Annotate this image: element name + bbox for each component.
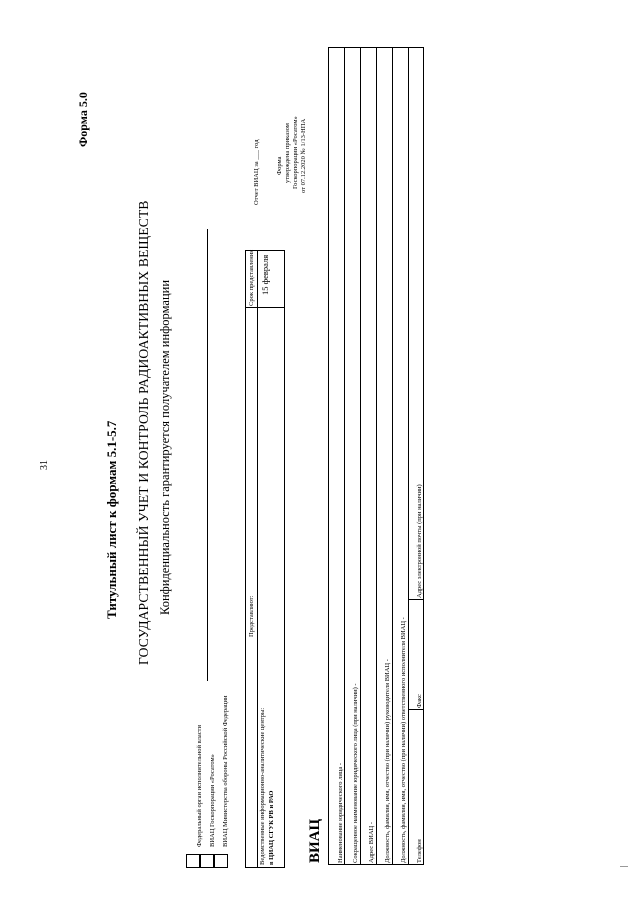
page-number: 31 <box>39 460 50 470</box>
scan-mark <box>620 866 628 867</box>
table-divider <box>408 599 424 600</box>
viac-field-phone: Телефон <box>416 839 423 863</box>
recipient-label: Федеральный орган исполнительной власти <box>196 725 203 847</box>
page-title: Титульный лист к формам 5.1-5.7 <box>104 420 119 619</box>
table-divider <box>408 47 409 865</box>
viac-field-executor: Должность, фамилия, имя, отчество (при наличии) ответственного исполнителя ВИАЦ - <box>400 617 407 863</box>
viac-field-email: Адрес электронной почты (при наличии) <box>416 484 423 598</box>
form-label: Форма 5.0 <box>76 92 90 147</box>
table-divider <box>245 307 285 308</box>
recipient-label: ВИАЦ Министерства обороны Российской Федерации <box>222 695 229 847</box>
approval-order: от 07.12.2020 № 1/13-НПА <box>300 118 307 193</box>
submitters-value: в ЦИАЦ СГУК РВ и РАО <box>268 790 275 865</box>
report-period-line: Отчет ВИАЦ за ___ год <box>253 139 260 205</box>
table-divider <box>360 47 361 865</box>
approval-form-word: Форма <box>276 156 283 175</box>
viac-field-address: Адрес ВИАЦ - <box>368 821 375 863</box>
viac-field-head: Должность, фамилия, имя, отчество (при наличии) руководителя ВИАЦ - <box>384 659 391 863</box>
viac-field-name: Наименование юридического лица - <box>337 762 344 863</box>
approval-text: утверждена приказом <box>284 123 291 183</box>
deadline-value: 15 февраля <box>260 254 270 295</box>
table-divider <box>408 709 424 710</box>
viac-field-short-name: Сокращенное наименование юридического лица (при наличии) - <box>352 683 359 863</box>
viac-heading: ВИАЦ <box>307 818 323 863</box>
subtitle: ГОСУДАРСТВЕННЫЙ УЧЕТ И КОНТРОЛЬ РАДИОАКТИВНЫХ ВЕЩЕСТВ <box>136 200 151 665</box>
recipient-label: ВИАЦ Госкорпорации «Росатом» <box>209 754 216 847</box>
approval-org: Госкорпорации «Росатом» <box>292 116 299 189</box>
table-divider <box>392 47 393 865</box>
recipient-checkbox[interactable] <box>200 854 214 868</box>
submitters-label: Ведомственные информационно-аналитические центры: <box>259 707 266 865</box>
col-header-submitters: Представляют: <box>248 595 255 637</box>
viac-field-fax: Факс <box>416 694 423 708</box>
table-divider <box>344 47 345 865</box>
recipient-checkbox[interactable] <box>186 854 200 868</box>
separator-line <box>207 229 208 681</box>
table-divider <box>376 47 377 865</box>
recipient-checkbox[interactable] <box>214 854 228 868</box>
table-divider <box>257 250 258 868</box>
col-header-deadline: Срок представления <box>248 249 255 306</box>
confidentiality-note: Конфиденциальность гарантируется получателем информации <box>158 279 172 615</box>
